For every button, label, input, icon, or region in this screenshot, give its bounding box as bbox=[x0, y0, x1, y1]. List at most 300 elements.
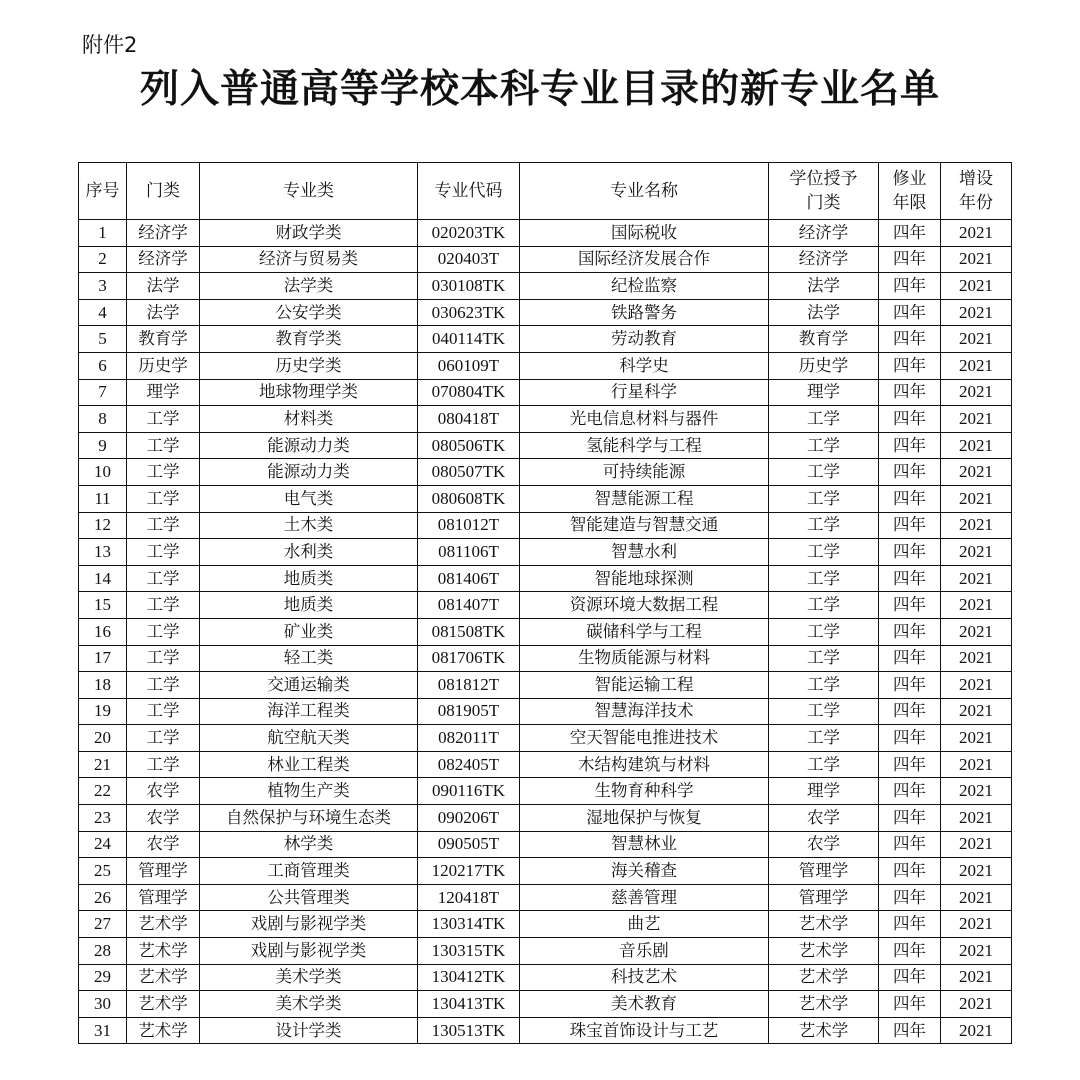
study-duration-cell: 四年 bbox=[879, 406, 941, 433]
year-added-cell: 2021 bbox=[941, 539, 1012, 566]
page-title: 列入普通高等学校本科专业目录的新专业名单 bbox=[139, 66, 940, 112]
major-name-cell: 木结构建筑与材料 bbox=[520, 751, 769, 778]
header-line: 学位授予 bbox=[789, 169, 858, 189]
degree-category-cell: 艺术学 bbox=[769, 938, 879, 965]
table-row bbox=[79, 805, 1012, 832]
major-code-cell: 081812T bbox=[418, 672, 520, 699]
major-code-cell: 081508TK bbox=[418, 618, 520, 645]
index-cell: 24 bbox=[79, 831, 127, 858]
index-cell: 16 bbox=[79, 618, 127, 645]
header-line: 专业代码 bbox=[434, 181, 503, 201]
discipline-cell: 艺术学 bbox=[127, 991, 200, 1018]
index-cell: 30 bbox=[79, 991, 127, 1018]
major-name-cell: 碳储科学与工程 bbox=[520, 618, 769, 645]
major-name-cell: 湿地保护与恢复 bbox=[520, 805, 769, 832]
major-code-cell: 081406T bbox=[418, 565, 520, 592]
year-added-cell: 2021 bbox=[941, 512, 1012, 539]
year-added-cell: 2021 bbox=[941, 406, 1012, 433]
major-code-cell: 040114TK bbox=[418, 326, 520, 353]
header-line: 序号 bbox=[85, 181, 120, 201]
degree-category-cell: 工学 bbox=[769, 592, 879, 619]
header-line: 专业名称 bbox=[610, 181, 678, 201]
header-index bbox=[79, 163, 127, 220]
discipline-cell: 法学 bbox=[127, 273, 200, 300]
major-category-cell: 法学类 bbox=[200, 273, 418, 300]
year-added-cell: 2021 bbox=[941, 246, 1012, 273]
degree-category-cell: 工学 bbox=[769, 485, 879, 512]
year-added-cell: 2021 bbox=[941, 831, 1012, 858]
study-duration-cell: 四年 bbox=[879, 698, 941, 725]
year-added-cell: 2021 bbox=[941, 938, 1012, 965]
study-duration-cell: 四年 bbox=[879, 964, 941, 991]
major-name-cell: 纪检监察 bbox=[520, 273, 769, 300]
table-row bbox=[79, 379, 1012, 406]
index-cell: 26 bbox=[79, 884, 127, 911]
degree-category-cell: 历史学 bbox=[769, 352, 879, 379]
table-row bbox=[79, 938, 1012, 965]
index-cell: 1 bbox=[79, 220, 127, 247]
discipline-cell: 工学 bbox=[127, 751, 200, 778]
index-cell: 31 bbox=[79, 1017, 127, 1044]
discipline-cell: 工学 bbox=[127, 406, 200, 433]
major-category-cell: 林学类 bbox=[200, 831, 418, 858]
major-category-cell: 历史学类 bbox=[200, 352, 418, 379]
major-name-cell: 氢能科学与工程 bbox=[520, 432, 769, 459]
discipline-cell: 工学 bbox=[127, 459, 200, 486]
index-cell: 9 bbox=[79, 432, 127, 459]
degree-category-cell: 管理学 bbox=[769, 884, 879, 911]
major-code-cell: 090116TK bbox=[418, 778, 520, 805]
header-study-duration bbox=[879, 163, 941, 220]
major-category-cell: 海洋工程类 bbox=[200, 698, 418, 725]
study-duration-cell: 四年 bbox=[879, 991, 941, 1018]
major-code-cell: 020203TK bbox=[418, 220, 520, 247]
table-row bbox=[79, 991, 1012, 1018]
major-category-cell: 美术学类 bbox=[200, 991, 418, 1018]
major-code-cell: 130314TK bbox=[418, 911, 520, 938]
table-row bbox=[79, 672, 1012, 699]
degree-category-cell: 工学 bbox=[769, 406, 879, 433]
major-code-cell: 070804TK bbox=[418, 379, 520, 406]
major-category-cell: 经济与贸易类 bbox=[200, 246, 418, 273]
degree-category-cell: 艺术学 bbox=[769, 991, 879, 1018]
study-duration-cell: 四年 bbox=[879, 592, 941, 619]
table-row bbox=[79, 220, 1012, 247]
study-duration-cell: 四年 bbox=[879, 858, 941, 885]
index-cell: 18 bbox=[79, 672, 127, 699]
table-row bbox=[79, 565, 1012, 592]
major-code-cell: 081012T bbox=[418, 512, 520, 539]
table-row bbox=[79, 751, 1012, 778]
study-duration-cell: 四年 bbox=[879, 672, 941, 699]
degree-category-cell: 工学 bbox=[769, 645, 879, 672]
header-major-code bbox=[418, 163, 520, 220]
major-name-cell: 行星科学 bbox=[520, 379, 769, 406]
index-cell: 8 bbox=[79, 406, 127, 433]
year-added-cell: 2021 bbox=[941, 778, 1012, 805]
major-code-cell: 090505T bbox=[418, 831, 520, 858]
major-name-cell: 空天智能电推进技术 bbox=[520, 725, 769, 752]
major-category-cell: 地质类 bbox=[200, 592, 418, 619]
degree-category-cell: 工学 bbox=[769, 672, 879, 699]
header-year-added bbox=[941, 163, 1012, 220]
major-category-cell: 林业工程类 bbox=[200, 751, 418, 778]
discipline-cell: 工学 bbox=[127, 672, 200, 699]
major-name-cell: 智能建造与智慧交通 bbox=[520, 512, 769, 539]
header-line: 修业 bbox=[892, 169, 927, 189]
major-category-cell: 设计学类 bbox=[200, 1017, 418, 1044]
major-code-cell: 080418T bbox=[418, 406, 520, 433]
degree-category-cell: 工学 bbox=[769, 698, 879, 725]
major-name-cell: 音乐剧 bbox=[520, 938, 769, 965]
major-name-cell: 曲艺 bbox=[520, 911, 769, 938]
major-code-cell: 130315TK bbox=[418, 938, 520, 965]
study-duration-cell: 四年 bbox=[879, 725, 941, 752]
degree-category-cell: 农学 bbox=[769, 831, 879, 858]
year-added-cell: 2021 bbox=[941, 964, 1012, 991]
year-added-cell: 2021 bbox=[941, 220, 1012, 247]
discipline-cell: 艺术学 bbox=[127, 911, 200, 938]
discipline-cell: 法学 bbox=[127, 299, 200, 326]
header-line: 门类 bbox=[146, 181, 180, 201]
discipline-cell: 农学 bbox=[127, 831, 200, 858]
degree-category-cell: 工学 bbox=[769, 432, 879, 459]
major-code-cell: 060109T bbox=[418, 352, 520, 379]
table-row bbox=[79, 831, 1012, 858]
year-added-cell: 2021 bbox=[941, 592, 1012, 619]
header-line: 专业类 bbox=[283, 181, 334, 201]
major-code-cell: 082011T bbox=[418, 725, 520, 752]
major-category-cell: 公共管理类 bbox=[200, 884, 418, 911]
table-row bbox=[79, 964, 1012, 991]
index-cell: 7 bbox=[79, 379, 127, 406]
study-duration-cell: 四年 bbox=[879, 565, 941, 592]
year-added-cell: 2021 bbox=[941, 565, 1012, 592]
degree-category-cell: 教育学 bbox=[769, 326, 879, 353]
degree-category-cell: 艺术学 bbox=[769, 1017, 879, 1044]
header-row bbox=[79, 163, 1012, 220]
major-code-cell: 090206T bbox=[418, 805, 520, 832]
discipline-cell: 工学 bbox=[127, 725, 200, 752]
index-cell: 2 bbox=[79, 246, 127, 273]
major-category-cell: 航空航天类 bbox=[200, 725, 418, 752]
table-row bbox=[79, 299, 1012, 326]
study-duration-cell: 四年 bbox=[879, 618, 941, 645]
table-row bbox=[79, 459, 1012, 486]
index-cell: 28 bbox=[79, 938, 127, 965]
degree-category-cell: 法学 bbox=[769, 273, 879, 300]
header-discipline bbox=[127, 163, 200, 220]
major-name-cell: 资源环境大数据工程 bbox=[520, 592, 769, 619]
major-category-cell: 交通运输类 bbox=[200, 672, 418, 699]
major-category-cell: 教育学类 bbox=[200, 326, 418, 353]
study-duration-cell: 四年 bbox=[879, 459, 941, 486]
discipline-cell: 历史学 bbox=[127, 352, 200, 379]
discipline-cell: 理学 bbox=[127, 379, 200, 406]
study-duration-cell: 四年 bbox=[879, 751, 941, 778]
table-row bbox=[79, 645, 1012, 672]
study-duration-cell: 四年 bbox=[879, 246, 941, 273]
table-body bbox=[79, 220, 1012, 1044]
degree-category-cell: 理学 bbox=[769, 778, 879, 805]
major-category-cell: 工商管理类 bbox=[200, 858, 418, 885]
discipline-cell: 工学 bbox=[127, 432, 200, 459]
year-added-cell: 2021 bbox=[941, 751, 1012, 778]
study-duration-cell: 四年 bbox=[879, 220, 941, 247]
degree-category-cell: 工学 bbox=[769, 725, 879, 752]
study-duration-cell: 四年 bbox=[879, 379, 941, 406]
major-category-cell: 地质类 bbox=[200, 565, 418, 592]
major-name-cell: 劳动教育 bbox=[520, 326, 769, 353]
major-name-cell: 生物质能源与材料 bbox=[520, 645, 769, 672]
table-row bbox=[79, 432, 1012, 459]
major-code-cell: 130413TK bbox=[418, 991, 520, 1018]
major-code-cell: 081905T bbox=[418, 698, 520, 725]
major-name-cell: 国际经济发展合作 bbox=[520, 246, 769, 273]
major-category-cell: 戏剧与影视学类 bbox=[200, 911, 418, 938]
index-cell: 12 bbox=[79, 512, 127, 539]
degree-category-cell: 工学 bbox=[769, 618, 879, 645]
study-duration-cell: 四年 bbox=[879, 778, 941, 805]
degree-category-cell: 工学 bbox=[769, 459, 879, 486]
year-added-cell: 2021 bbox=[941, 805, 1012, 832]
table-row bbox=[79, 512, 1012, 539]
major-category-cell: 公安学类 bbox=[200, 299, 418, 326]
discipline-cell: 艺术学 bbox=[127, 938, 200, 965]
major-category-cell: 土木类 bbox=[200, 512, 418, 539]
study-duration-cell: 四年 bbox=[879, 1017, 941, 1044]
index-cell: 15 bbox=[79, 592, 127, 619]
study-duration-cell: 四年 bbox=[879, 432, 941, 459]
discipline-cell: 艺术学 bbox=[127, 1017, 200, 1044]
year-added-cell: 2021 bbox=[941, 326, 1012, 353]
discipline-cell: 经济学 bbox=[127, 246, 200, 273]
major-code-cell: 120418T bbox=[418, 884, 520, 911]
major-name-cell: 美术教育 bbox=[520, 991, 769, 1018]
major-name-cell: 光电信息材料与器件 bbox=[520, 406, 769, 433]
discipline-cell: 工学 bbox=[127, 618, 200, 645]
study-duration-cell: 四年 bbox=[879, 326, 941, 353]
year-added-cell: 2021 bbox=[941, 1017, 1012, 1044]
header-degree-category bbox=[769, 163, 879, 220]
discipline-cell: 工学 bbox=[127, 645, 200, 672]
attachment-label: 附件2 bbox=[82, 33, 138, 57]
discipline-cell: 工学 bbox=[127, 512, 200, 539]
index-cell: 29 bbox=[79, 964, 127, 991]
table-row bbox=[79, 858, 1012, 885]
new-majors-table bbox=[78, 162, 1012, 1044]
discipline-cell: 工学 bbox=[127, 565, 200, 592]
index-cell: 25 bbox=[79, 858, 127, 885]
year-added-cell: 2021 bbox=[941, 379, 1012, 406]
discipline-cell: 管理学 bbox=[127, 884, 200, 911]
year-added-cell: 2021 bbox=[941, 672, 1012, 699]
major-code-cell: 080506TK bbox=[418, 432, 520, 459]
major-code-cell: 020403T bbox=[418, 246, 520, 273]
index-cell: 17 bbox=[79, 645, 127, 672]
year-added-cell: 2021 bbox=[941, 911, 1012, 938]
study-duration-cell: 四年 bbox=[879, 299, 941, 326]
table-row bbox=[79, 698, 1012, 725]
year-added-cell: 2021 bbox=[941, 884, 1012, 911]
discipline-cell: 工学 bbox=[127, 592, 200, 619]
year-added-cell: 2021 bbox=[941, 299, 1012, 326]
study-duration-cell: 四年 bbox=[879, 539, 941, 566]
index-cell: 27 bbox=[79, 911, 127, 938]
table-row bbox=[79, 725, 1012, 752]
major-name-cell: 慈善管理 bbox=[520, 884, 769, 911]
degree-category-cell: 管理学 bbox=[769, 858, 879, 885]
major-category-cell: 材料类 bbox=[200, 406, 418, 433]
study-duration-cell: 四年 bbox=[879, 884, 941, 911]
year-added-cell: 2021 bbox=[941, 645, 1012, 672]
degree-category-cell: 工学 bbox=[769, 512, 879, 539]
index-cell: 3 bbox=[79, 273, 127, 300]
major-name-cell: 生物育种科学 bbox=[520, 778, 769, 805]
major-code-cell: 081106T bbox=[418, 539, 520, 566]
degree-category-cell: 工学 bbox=[769, 539, 879, 566]
year-added-cell: 2021 bbox=[941, 858, 1012, 885]
discipline-cell: 经济学 bbox=[127, 220, 200, 247]
major-category-cell: 能源动力类 bbox=[200, 459, 418, 486]
study-duration-cell: 四年 bbox=[879, 352, 941, 379]
major-code-cell: 080608TK bbox=[418, 485, 520, 512]
index-cell: 10 bbox=[79, 459, 127, 486]
major-code-cell: 081706TK bbox=[418, 645, 520, 672]
degree-category-cell: 艺术学 bbox=[769, 964, 879, 991]
table-row bbox=[79, 406, 1012, 433]
study-duration-cell: 四年 bbox=[879, 485, 941, 512]
index-cell: 22 bbox=[79, 778, 127, 805]
major-code-cell: 030623TK bbox=[418, 299, 520, 326]
index-cell: 19 bbox=[79, 698, 127, 725]
table-row bbox=[79, 911, 1012, 938]
table-row bbox=[79, 352, 1012, 379]
major-code-cell: 080507TK bbox=[418, 459, 520, 486]
major-category-cell: 矿业类 bbox=[200, 618, 418, 645]
major-name-cell: 铁路警务 bbox=[520, 299, 769, 326]
major-name-cell: 科学史 bbox=[520, 352, 769, 379]
year-added-cell: 2021 bbox=[941, 618, 1012, 645]
table-row bbox=[79, 485, 1012, 512]
major-code-cell: 130513TK bbox=[418, 1017, 520, 1044]
header-line: 门类 bbox=[806, 193, 841, 213]
major-category-cell: 能源动力类 bbox=[200, 432, 418, 459]
table-row bbox=[79, 778, 1012, 805]
index-cell: 20 bbox=[79, 725, 127, 752]
major-name-cell: 国际税收 bbox=[520, 220, 769, 247]
study-duration-cell: 四年 bbox=[879, 805, 941, 832]
index-cell: 4 bbox=[79, 299, 127, 326]
degree-category-cell: 工学 bbox=[769, 565, 879, 592]
discipline-cell: 农学 bbox=[127, 805, 200, 832]
degree-category-cell: 工学 bbox=[769, 751, 879, 778]
major-name-cell: 海关稽查 bbox=[520, 858, 769, 885]
table-row bbox=[79, 326, 1012, 353]
index-cell: 5 bbox=[79, 326, 127, 353]
major-category-cell: 美术学类 bbox=[200, 964, 418, 991]
major-name-cell: 智慧能源工程 bbox=[520, 485, 769, 512]
table-row bbox=[79, 273, 1012, 300]
header-line: 增设 bbox=[959, 169, 993, 189]
study-duration-cell: 四年 bbox=[879, 938, 941, 965]
major-category-cell: 轻工类 bbox=[200, 645, 418, 672]
degree-category-cell: 经济学 bbox=[769, 246, 879, 273]
year-added-cell: 2021 bbox=[941, 459, 1012, 486]
year-added-cell: 2021 bbox=[941, 725, 1012, 752]
discipline-cell: 教育学 bbox=[127, 326, 200, 353]
major-name-cell: 智慧海洋技术 bbox=[520, 698, 769, 725]
index-cell: 23 bbox=[79, 805, 127, 832]
degree-category-cell: 法学 bbox=[769, 299, 879, 326]
degree-category-cell: 经济学 bbox=[769, 220, 879, 247]
table-row bbox=[79, 246, 1012, 273]
degree-category-cell: 理学 bbox=[769, 379, 879, 406]
major-name-cell: 智慧水利 bbox=[520, 539, 769, 566]
major-category-cell: 地球物理学类 bbox=[200, 379, 418, 406]
study-duration-cell: 四年 bbox=[879, 512, 941, 539]
year-added-cell: 2021 bbox=[941, 273, 1012, 300]
year-added-cell: 2021 bbox=[941, 352, 1012, 379]
header-major-name bbox=[520, 163, 769, 220]
major-code-cell: 130412TK bbox=[418, 964, 520, 991]
year-added-cell: 2021 bbox=[941, 485, 1012, 512]
study-duration-cell: 四年 bbox=[879, 273, 941, 300]
major-category-cell: 财政学类 bbox=[200, 220, 418, 247]
year-added-cell: 2021 bbox=[941, 991, 1012, 1018]
index-cell: 13 bbox=[79, 539, 127, 566]
table-row bbox=[79, 884, 1012, 911]
index-cell: 21 bbox=[79, 751, 127, 778]
discipline-cell: 工学 bbox=[127, 539, 200, 566]
major-code-cell: 081407T bbox=[418, 592, 520, 619]
index-cell: 11 bbox=[79, 485, 127, 512]
table-row bbox=[79, 592, 1012, 619]
major-category-cell: 电气类 bbox=[200, 485, 418, 512]
study-duration-cell: 四年 bbox=[879, 831, 941, 858]
major-code-cell: 030108TK bbox=[418, 273, 520, 300]
study-duration-cell: 四年 bbox=[879, 911, 941, 938]
header-line: 年份 bbox=[959, 193, 993, 213]
major-category-cell: 戏剧与影视学类 bbox=[200, 938, 418, 965]
major-name-cell: 智慧林业 bbox=[520, 831, 769, 858]
major-category-cell: 植物生产类 bbox=[200, 778, 418, 805]
table-row bbox=[79, 1017, 1012, 1044]
major-name-cell: 智能地球探测 bbox=[520, 565, 769, 592]
major-name-cell: 科技艺术 bbox=[520, 964, 769, 991]
major-category-cell: 自然保护与环境生态类 bbox=[200, 805, 418, 832]
header-major-category bbox=[200, 163, 418, 220]
degree-category-cell: 艺术学 bbox=[769, 911, 879, 938]
major-category-cell: 水利类 bbox=[200, 539, 418, 566]
table-row bbox=[79, 539, 1012, 566]
degree-category-cell: 农学 bbox=[769, 805, 879, 832]
index-cell: 6 bbox=[79, 352, 127, 379]
major-code-cell: 082405T bbox=[418, 751, 520, 778]
study-duration-cell: 四年 bbox=[879, 645, 941, 672]
header-line: 年限 bbox=[892, 193, 927, 213]
discipline-cell: 工学 bbox=[127, 698, 200, 725]
discipline-cell: 工学 bbox=[127, 485, 200, 512]
major-code-cell: 120217TK bbox=[418, 858, 520, 885]
index-cell: 14 bbox=[79, 565, 127, 592]
year-added-cell: 2021 bbox=[941, 432, 1012, 459]
discipline-cell: 管理学 bbox=[127, 858, 200, 885]
major-name-cell: 可持续能源 bbox=[520, 459, 769, 486]
year-added-cell: 2021 bbox=[941, 698, 1012, 725]
discipline-cell: 艺术学 bbox=[127, 964, 200, 991]
major-name-cell: 智能运输工程 bbox=[520, 672, 769, 699]
